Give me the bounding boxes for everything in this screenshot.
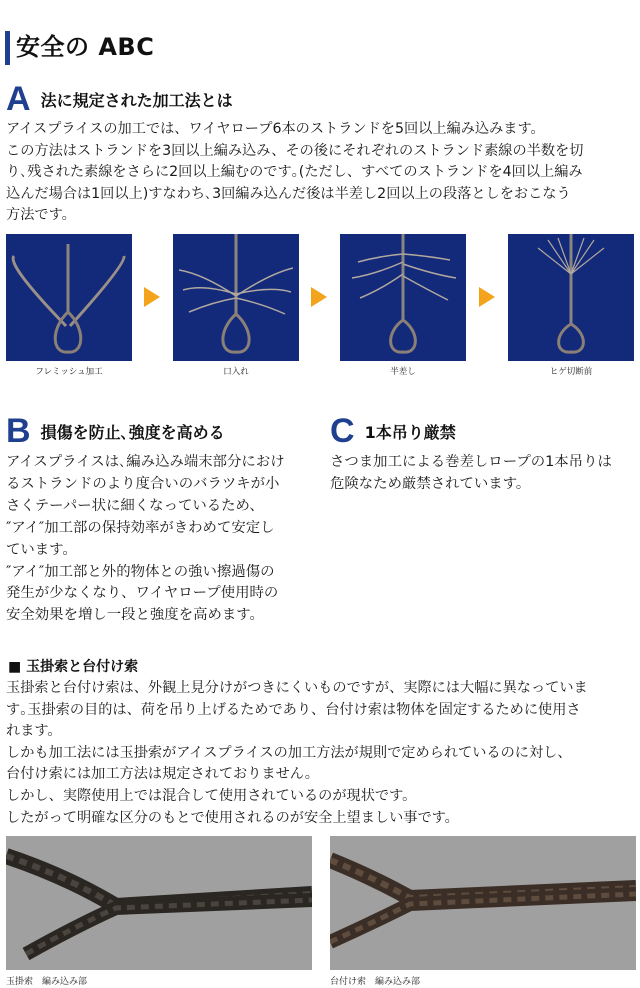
- photo-caption: フレミッシュ加工: [35, 367, 103, 377]
- section-b-body: [6, 452, 311, 627]
- section-b-line: ″アイ″加工部の保持効率がきわめて安定し: [6, 519, 275, 536]
- section-c-letter: C: [330, 412, 355, 450]
- section-b-title: 損傷を防止､強度を高める: [40, 422, 225, 442]
- section-c-body: [330, 452, 638, 496]
- section-a-body: [6, 119, 638, 227]
- photo-caption: 口入れ: [223, 367, 249, 377]
- rope-splice-tie-icon: [330, 836, 636, 970]
- sling-line: しかも加工法には玉掛索がアイスプライスの加工方法が規則で定められているのに対し、: [6, 744, 572, 761]
- rope-splice-sling-icon: [6, 836, 312, 970]
- section-b-line: るストランドのより度合いのバラツキが小: [6, 475, 280, 492]
- section-b-line: 発生が少なくなり、ワイヤロープ使用時の: [6, 585, 279, 602]
- section-a-letter: A: [6, 80, 31, 118]
- section-c-line: 危険なため厳禁されています。: [330, 475, 531, 492]
- section-c-title: 1本吊り厳禁: [364, 422, 456, 442]
- sling-section-title: ■ 玉掛索と台付け索: [8, 659, 139, 675]
- rope-caption: 玉掛索 編み込み部: [6, 977, 88, 987]
- page-title: 安全の ABC: [16, 33, 155, 61]
- rope-eye-flemish-icon: [6, 234, 132, 361]
- section-b-line: さくテーパー状に細くなっているため、: [6, 497, 264, 514]
- section-a-title: 法に規定された加工法とは: [40, 90, 233, 110]
- sling-line: す｡玉掛索の目的は、荷を吊り上げるためであり、台付け索は物体を固定するために使用さ: [6, 701, 581, 718]
- sling-line: したがって明確な区分のもとで使用されるのが安全上望ましい事です。: [6, 809, 459, 826]
- step-arrow-icon: [144, 287, 160, 307]
- section-a-heading: [6, 82, 233, 116]
- section-b-heading: [6, 414, 225, 448]
- section-b-line: ″アイ″加工部と外的物体との強い擦過傷の: [6, 563, 275, 580]
- section-a-line: アイスプライスの加工では、ワイヤロープ6本のストランドを5回以上編み込みます。: [6, 121, 545, 137]
- section-a-line: り､残された素線をさらに2回以上編むのです｡(ただし、すべてのストランドを4回以上編み: [6, 164, 583, 180]
- rope-eye-before-trim-icon: [508, 234, 634, 361]
- step-arrow-icon: [479, 287, 495, 307]
- section-c-line: さつま加工による巻差しロープの1本吊りは: [330, 454, 612, 470]
- sling-line: しかし、実際使用上では混合して使用されているのが現状です。: [6, 787, 417, 804]
- photo-caption: 半差し: [390, 367, 416, 377]
- section-b-line: ています。: [6, 541, 77, 558]
- section-c-heading: [330, 414, 456, 448]
- rope-eye-half-tuck-icon: [340, 234, 466, 361]
- section-b-line: 安全効果を増し一段と強度を高めます。: [6, 607, 264, 624]
- title-accent-bar: [5, 31, 10, 65]
- photo-caption: ヒゲ切断前: [549, 367, 593, 377]
- sling-line: 台付け索には加工方法は規定されておりません。: [6, 766, 319, 783]
- section-b-letter: B: [6, 412, 31, 450]
- section-a-line: この方法はストランドを3回以上編み込み、その後にそれぞれのストランド素線の半数を切: [6, 142, 584, 159]
- step-arrow-icon: [311, 287, 327, 307]
- section-a-line: 方法です。: [6, 207, 76, 223]
- section-b-line: アイスプライスは､編み込み端末部分におけ: [6, 454, 285, 470]
- sling-line: 玉掛索と台付け索は、外観上見分けがつきにくいものですが、実際には大幅に異なっていま: [6, 680, 588, 696]
- rope-caption: 台付け索 編み込み部: [330, 977, 421, 987]
- rope-eye-tuck-icon: [173, 234, 299, 361]
- section-a-line: 込んだ場合は1回以上)すなわち､3回編み込んだ後は半差し2回以上の段落としをおこなう: [6, 185, 571, 202]
- sling-section-body: [6, 678, 638, 829]
- sling-line: れます。: [6, 723, 62, 740]
